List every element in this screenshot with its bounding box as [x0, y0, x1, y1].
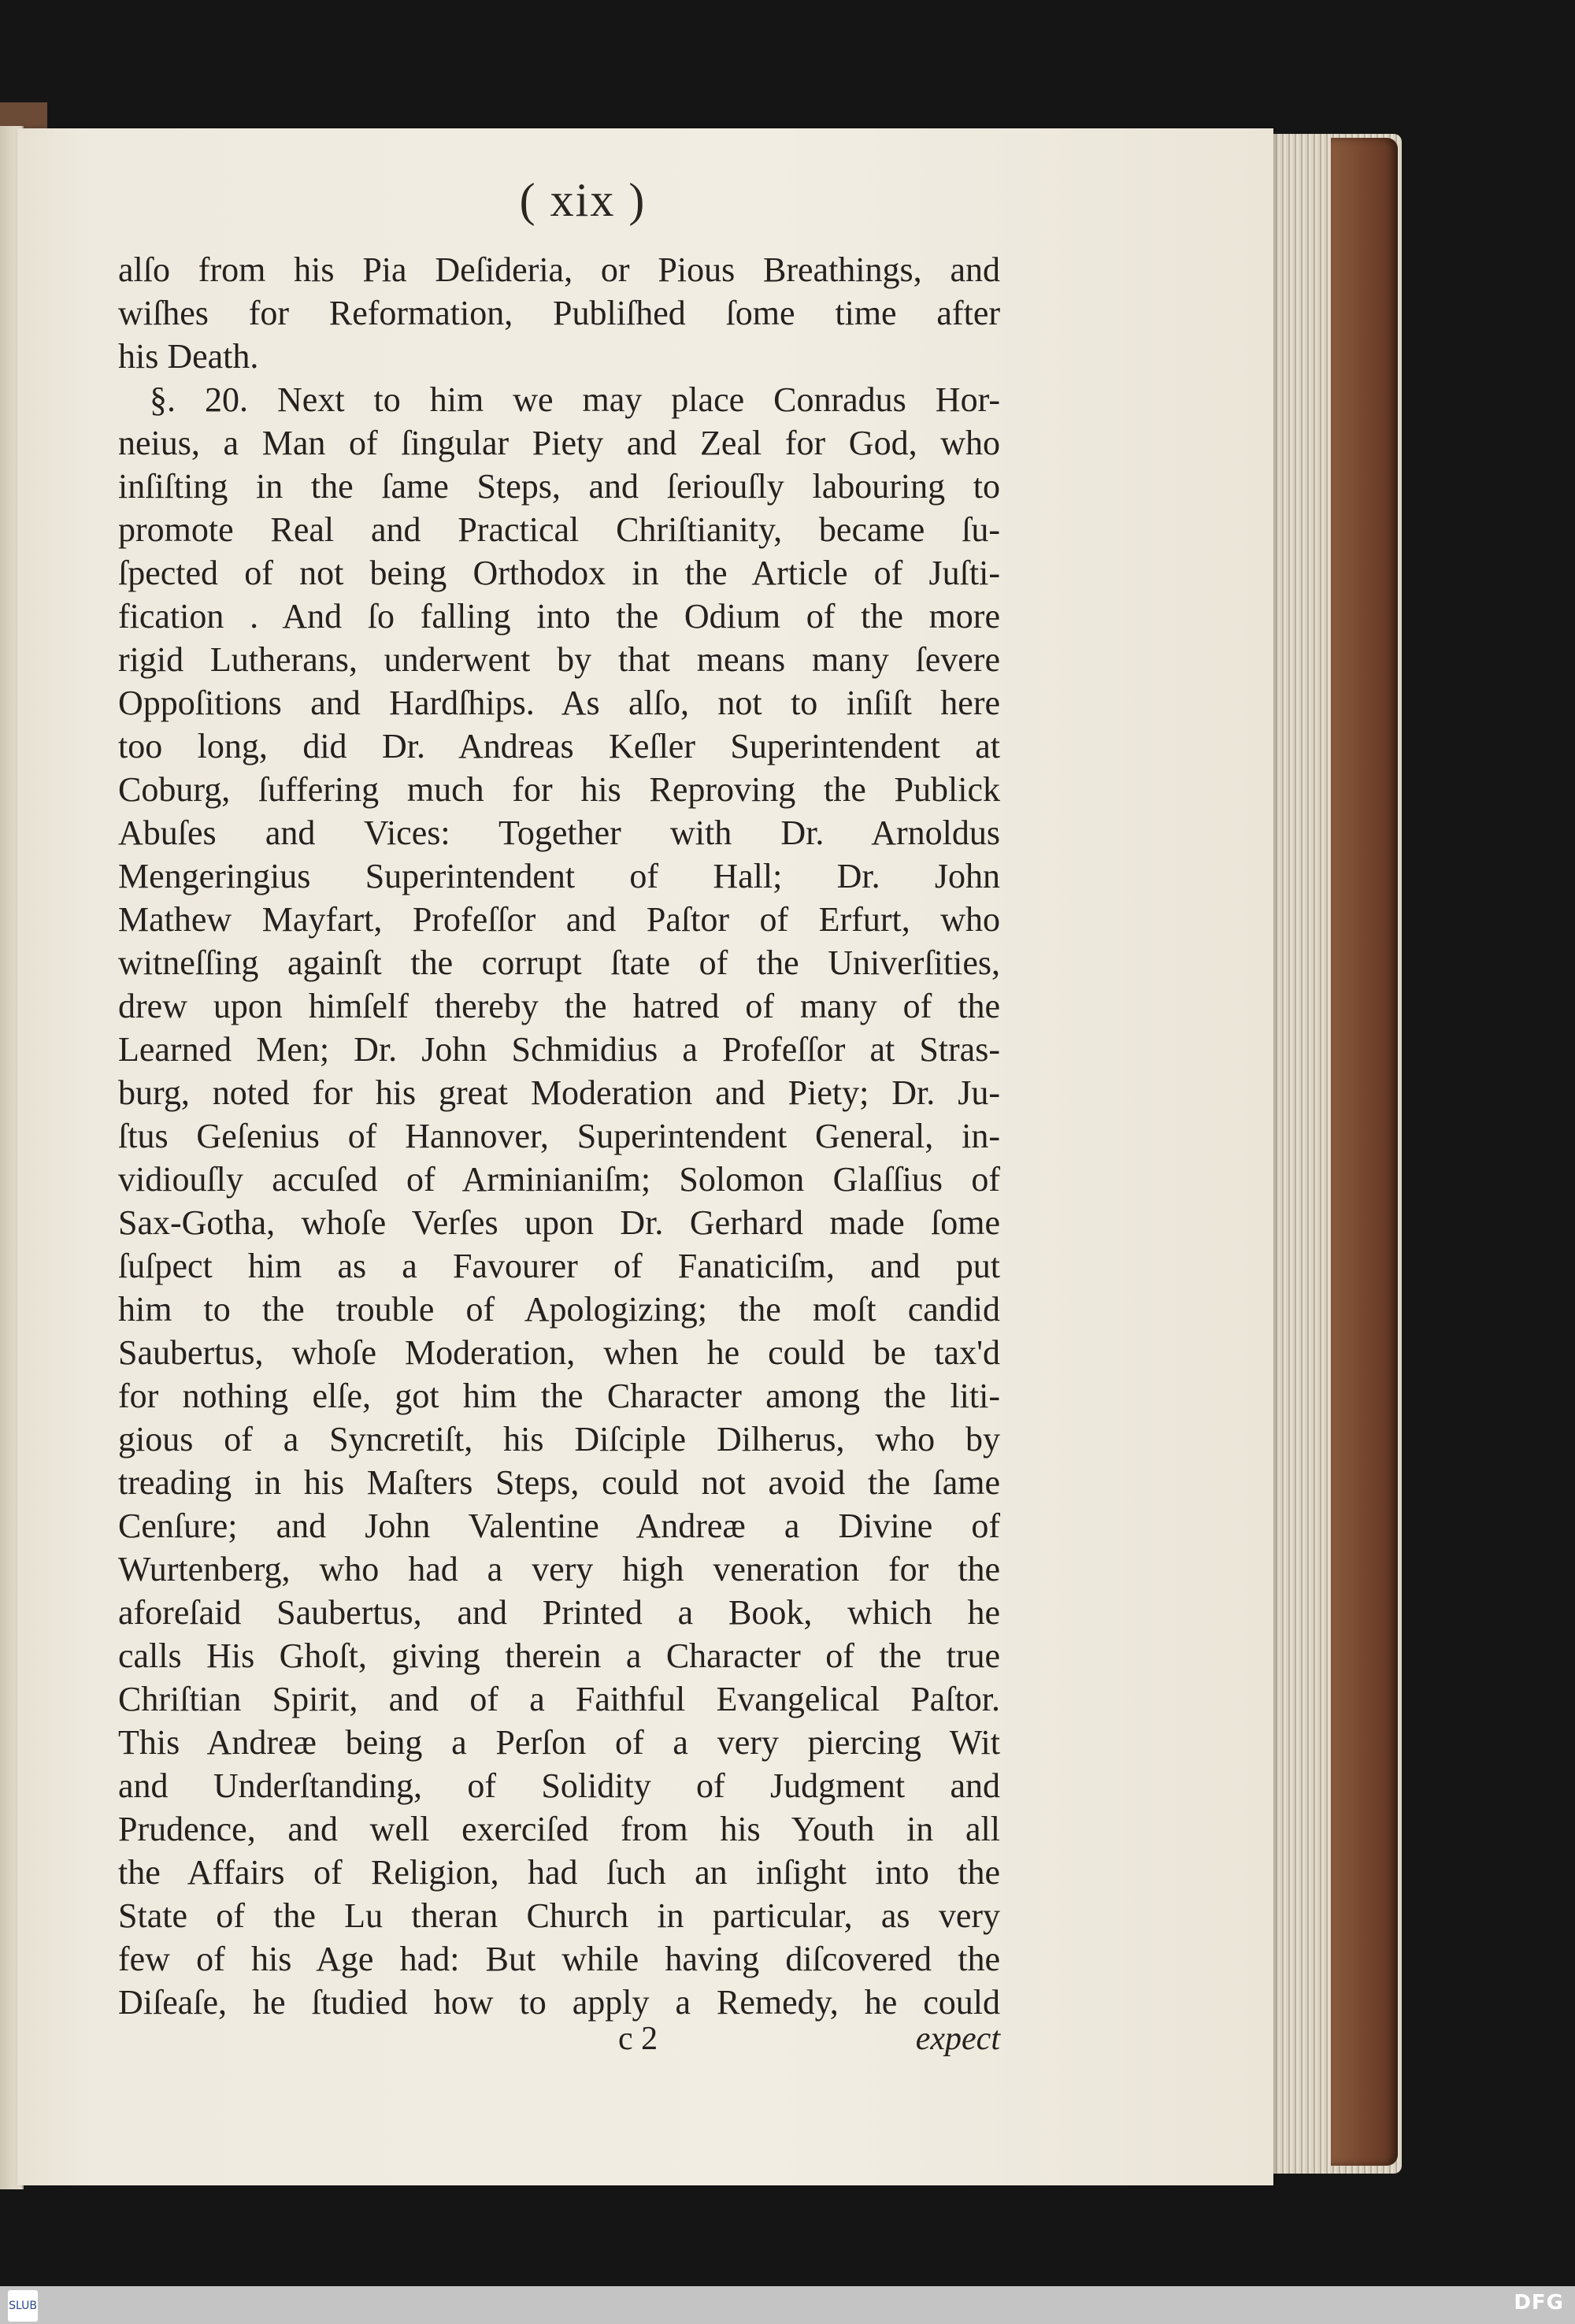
text-line: Diſeaſe, he ſtudied how to apply a Remedy, he could [118, 1983, 1000, 2022]
text-line: Chriſtian Spirit, and of a Faithful Evangelical Paſtor. [118, 1680, 1000, 1718]
text-line: for nothing elſe, got him the Character among the liti- [118, 1377, 1000, 1415]
text-line: This Andreæ being a Perſon of a very piercing Wit [118, 1723, 1000, 1762]
text-line: inſiſting in the ſame Steps, and ſeriouſly labouring to [118, 467, 1000, 506]
signature-mark: c 2 [618, 2021, 658, 2057]
catchword: expect [915, 2021, 1000, 2057]
text-line: the Affairs of Religion, had ſuch an inſight into the [118, 1853, 1000, 1892]
page-footer [118, 2020, 1000, 2067]
text-line: Cenſure; and John Valentine Andreæ a Divine of [118, 1507, 1000, 1545]
text-line: Prudence, and well exerciſed from his Youth in all [118, 1810, 1000, 1848]
text-line: Saubertus, whoſe Moderation, when he could be tax'd [118, 1333, 1000, 1372]
text-line: Mathew Mayfart, Profeſſor and Paſtor of Erfurt, who [118, 900, 1000, 939]
text-line: Learned Men; Dr. John Schmidius a Profeſſor at Stras- [118, 1030, 1000, 1069]
text-line: drew upon himſelf thereby the hatred of many of the [118, 987, 1000, 1025]
text-line: few of his Age had: But while having diſcovered the [118, 1940, 1000, 1978]
text-line: Sax-Gotha, whoſe Verſes upon Dr. Gerhard made ſome [118, 1203, 1000, 1242]
text-line: fication . And ſo falling into the Odium of the more [118, 597, 1000, 636]
text-line: gious of a Syncretiſt, his Diſciple Dilherus, who by [118, 1420, 1000, 1459]
text-line: ſtus Geſenius of Hannover, Superintendent General, in- [118, 1117, 1000, 1155]
text-line: Mengeringius Superintendent of Hall; Dr. John [118, 857, 1000, 895]
running-head: ( xix ) [519, 174, 647, 226]
text-line: Wurtenberg, who had a very high veneration for the [118, 1550, 1000, 1588]
body-text [118, 248, 1000, 2067]
text-line: wiſhes for Reformation, Publiſhed ſome time after [118, 294, 1000, 332]
viewer-footer-bar [0, 2286, 1575, 2324]
dfg-credit: DFG [1514, 2291, 1564, 2315]
text-line: him to the trouble of Apologizing; the moſt candid [118, 1290, 1000, 1329]
text-line: rigid Lutherans, underwent by that means many ſevere [118, 640, 1000, 679]
text-line: burg, noted for his great Moderation and Piety; Dr. Ju- [118, 1073, 1000, 1112]
text-line: and Underſtanding, of Solidity of Judgment and [118, 1766, 1000, 1805]
text-line: too long, did Dr. Andreas Keſler Superintendent at [118, 727, 1000, 765]
text-line: State of the Lu theran Church in particular, as very [118, 1896, 1000, 1935]
text-line: calls His Ghoſt, giving therein a Character of the true [118, 1636, 1000, 1675]
text-line: ſuſpect him as a Favourer of Fanaticiſm, and put [118, 1247, 1000, 1285]
text-line: neius, a Man of ſingular Piety and Zeal for God, who [118, 424, 1000, 462]
text-line: §. 20. Next to him we may place Conradus Hor- [150, 380, 1000, 419]
library-logo-icon[interactable]: SLUB [8, 2290, 38, 2322]
text-line: ſpected of not being Orthodox in the Article of Juſti- [118, 554, 1000, 592]
text-line: treading in his Maſters Steps, could not avoid the ſame [118, 1463, 1000, 1502]
text-line: alſo from his Pia Deſideria, or Pious Breathings, and [118, 250, 1000, 289]
text-line: Abuſes and Vices: Together with Dr. Arnoldus [118, 814, 1000, 852]
text-line: Oppoſitions and Hardſhips. As alſo, not to inſiſt here [118, 684, 1000, 722]
text-line: witneſſing againſt the corrupt ſtate of the Univerſities, [118, 943, 1000, 982]
book-cover [1331, 138, 1398, 2166]
text-line: aforeſaid Saubertus, and Printed a Book, which he [118, 1593, 1000, 1632]
text-line: his Death. [118, 337, 259, 376]
text-line: Coburg, ſuffering much for his Reproving the Publick [118, 770, 1000, 809]
text-line: promote Real and Practical Chriſtianity, became ſu- [118, 510, 1000, 549]
text-line: vidiouſly accuſed of Arminianiſm; Solomon Glaſſius of [118, 1160, 1000, 1199]
